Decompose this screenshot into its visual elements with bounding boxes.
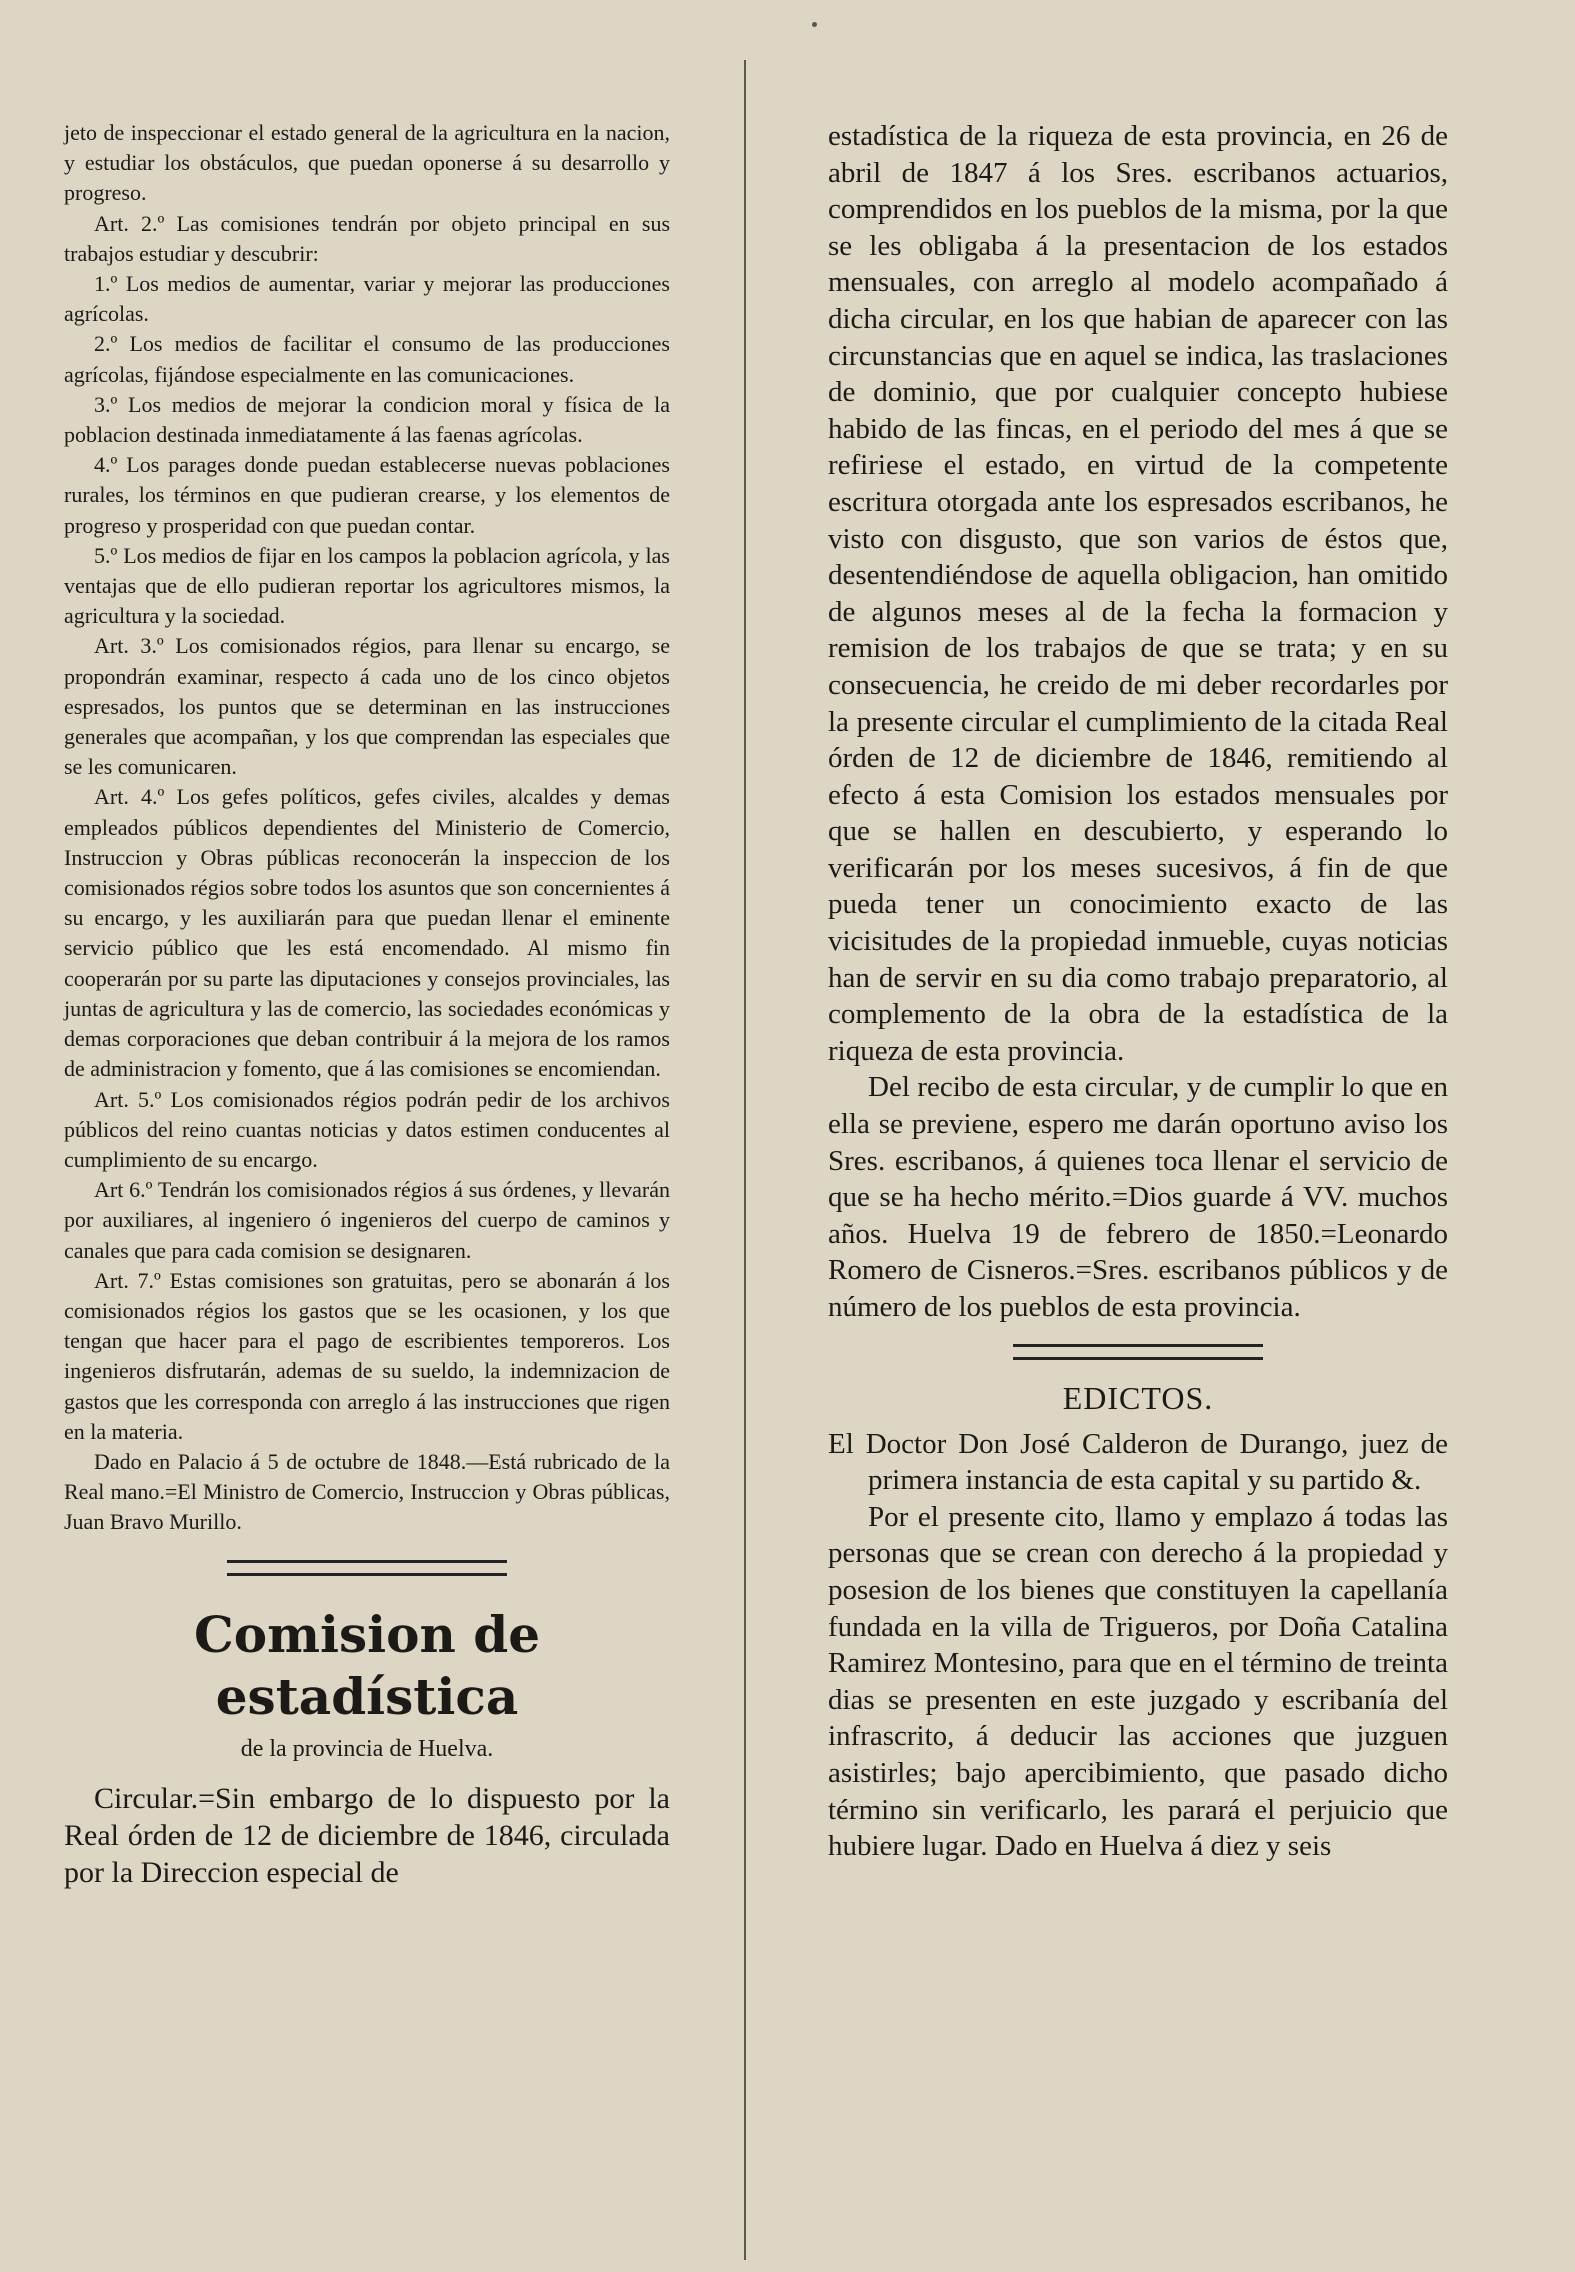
left-paragraph: Art. 5.º Los comisionados régios podrán pedir de los archivos públicos del reino cuantas noticias y datos estimen conducentes al cumplimiento de su encargo. [64,1086,670,1172]
page-dot-mark [812,22,817,27]
left-paragraph: 5.º Los medios de fijar en los campos la poblacion agrícola, y las ventajas que de ello pudieran reportar los agricultores mismos, la agricultura y la sociedad. [64,542,670,629]
section-ornament-rule [227,1560,507,1576]
left-paragraph: Art. 7.º Estas comisiones son gratuitas, pero se abonarán á los comisionados régios los gastos que se les ocasionen, y los que tengan que hacer para el pago de escribientes temporeros. Los ingenieros disfrutarán, ademas de su sueldo, la indemnizacion de gastos que les corresponda con arreglo á las instrucciones que rigen en la materia. [64,1267,670,1444]
left-paragraph: 4.º Los parages donde puedan establecerse nuevas poblaciones rurales, los términos en que pudieran crearse, y los elementos de progreso y prosperidad con que puedan contar. [64,452,670,538]
left-paragraph: 3.º Los medios de mejorar la condicion moral y física de la poblacion destinada inmediatamente á las faenas agrícolas. [64,391,670,448]
edictos-heading: EDICTOS. [1062,1379,1214,1416]
left-paragraph: Dado en Palacio á 5 de octubre de 1848.—Está rubricado de la Real mano.=El Ministro de Comercio, Instruccion y Obras públicas, Juan Bravo Murillo. [64,1448,670,1535]
right-column [828,118,1448,1865]
left-paragraph: Art. 4.º Los gefes políticos, gefes civiles, alcaldes y demas empleados públicos dependientes del Ministerio de Comercio, Instruccion y Obras públicas reconocerán la inspeccion de los comisionados régios sobre todos los asuntos que son concernientes á su encargo, y les auxiliarán para que puedan llenar el eminente servicio público que les está encomendado. Al mismo fin cooperarán por su parte las diputaciones y consejos provinciales, las juntas de agricultura y las de comercio, las sociedades económicas y demas corporaciones que deban contribuir á la mejora de los ramos de administracion y fomento, que á las comisiones se encomiendan. [64,784,670,1082]
left-paragraph: Art. 2.º Las comisiones tendrán por objeto principal en sus trabajos estudiar y descubrir: [64,210,670,266]
left-paragraph: 1.º Los medios de aumentar, variar y mejorar las producciones agrícolas. [64,271,670,327]
right-paragraph: estadística de la riqueza de esta provincia, en 26 de abril de 1847 á los Sres. escribanos actuarios, comprendidos en los pueblos de la misma, por la que se les obligaba á la presentacion de los estados mensuales, con arreglo al modelo acompañado á dicha circular, en los que habian de aparecer con las circunstancias que en aquel se indica, las traslaciones de dominio, que por cualquier concepto hubiese habido de las fincas, en el periodo del mes á que se refiriese el estado, en virtud de la competente escritura otorgada ante los espresados escribanos, he visto con disgusto, que son varios de éstos que, desentendiéndose de aquella obligacion, han omitido de algunos meses al de la fecha la formacion y remision de los trabajos de que se trata; y en su consecuencia, he creido de mi deber recordarles por la presente circular el cumplimiento de la citada Real órden de 12 de diciembre de 1846, remitiendo al efecto á esta Comision los estados mensuales por que se hallen en descubierto, y esperando lo verificarán por los meses sucesivos, á fin de que pueda tener un conocimiento exacto de las vicisitudes de la propiedad inmueble, cuyas noticias han de servir en su dia como trabajo preparatorio, al complemento de la obra de la estadística de la riqueza de esta provincia. [828,120,1448,1067]
section-title: Comision de estadística [193,1604,541,1726]
left-column [64,118,670,1891]
edictos-ornament-rule [1013,1344,1263,1360]
edicto-judge-heading: El Doctor Don José Calderon de Durango, juez de primera instancia de esta capital y su partido &. [828,1427,1448,1497]
column-divider [744,60,746,2260]
circular-start-paragraph: Circular.=Sin embargo de lo dispuesto por la Real órden de 12 de diciembre de 1846, circulada por la Direccion especial de [64,1781,670,1889]
left-paragraph: Art 6.º Tendrán los comisionados régios á sus órdenes, y llevarán por auxiliares, al ingeniero ó ingenieros del cuerpo de caminos y canales que para cada comision se designaren. [64,1177,670,1263]
left-paragraph: Art. 3.º Los comisionados régios, para llenar su encargo, se propondrán examinar, respecto á cada uno de los cinco objetos espresados, los puntos que se determinan en las instrucciones generales que acompañan, y los que comprendan las especiales que se les comunicaren. [64,633,670,780]
edicto-body-paragraph: Por el presente cito, llamo y emplazo á todas las personas que se crean con derecho á la propiedad y posesion de los bienes que constituyen la capellanía fundada en la villa de Trigueros, por Doña Catalina Ramirez Montesino, para que en el término de treinta dias se presenten en este juzgado y escribanía del infrascrito, á deducir las acciones que juzguen asistirles; bajo apercibimiento, que pasado dicho término sin verificarlo, les parará el perjuicio que hubiere lugar. Dado en Huelva á diez y seis [828,1500,1448,1863]
left-paragraph: 2.º Los medios de facilitar el consumo de las producciones agrícolas, fijándose especialmente en las comunicaciones. [64,331,670,387]
left-paragraph: jeto de inspeccionar el estado general de la agricultura en la nacion, y estudiar los obstáculos, que puedan oponerse á su desarrollo y progreso. [64,120,670,206]
right-paragraph: Del recibo de esta circular, y de cumplir lo que en ella se previene, espero me darán oportuno aviso los Sres. escribanos, á quienes toca llenar el servicio de que se ha hecho mérito.=Dios guarde á VV. muchos años. Huelva 19 de febrero de 1850.=Leonardo Romero de Cisneros.=Sres. escribanos públicos y de número de los pueblos de esta provincia. [828,1071,1448,1323]
section-subtitle: de la provincia de Huelva. [240,1735,494,1762]
